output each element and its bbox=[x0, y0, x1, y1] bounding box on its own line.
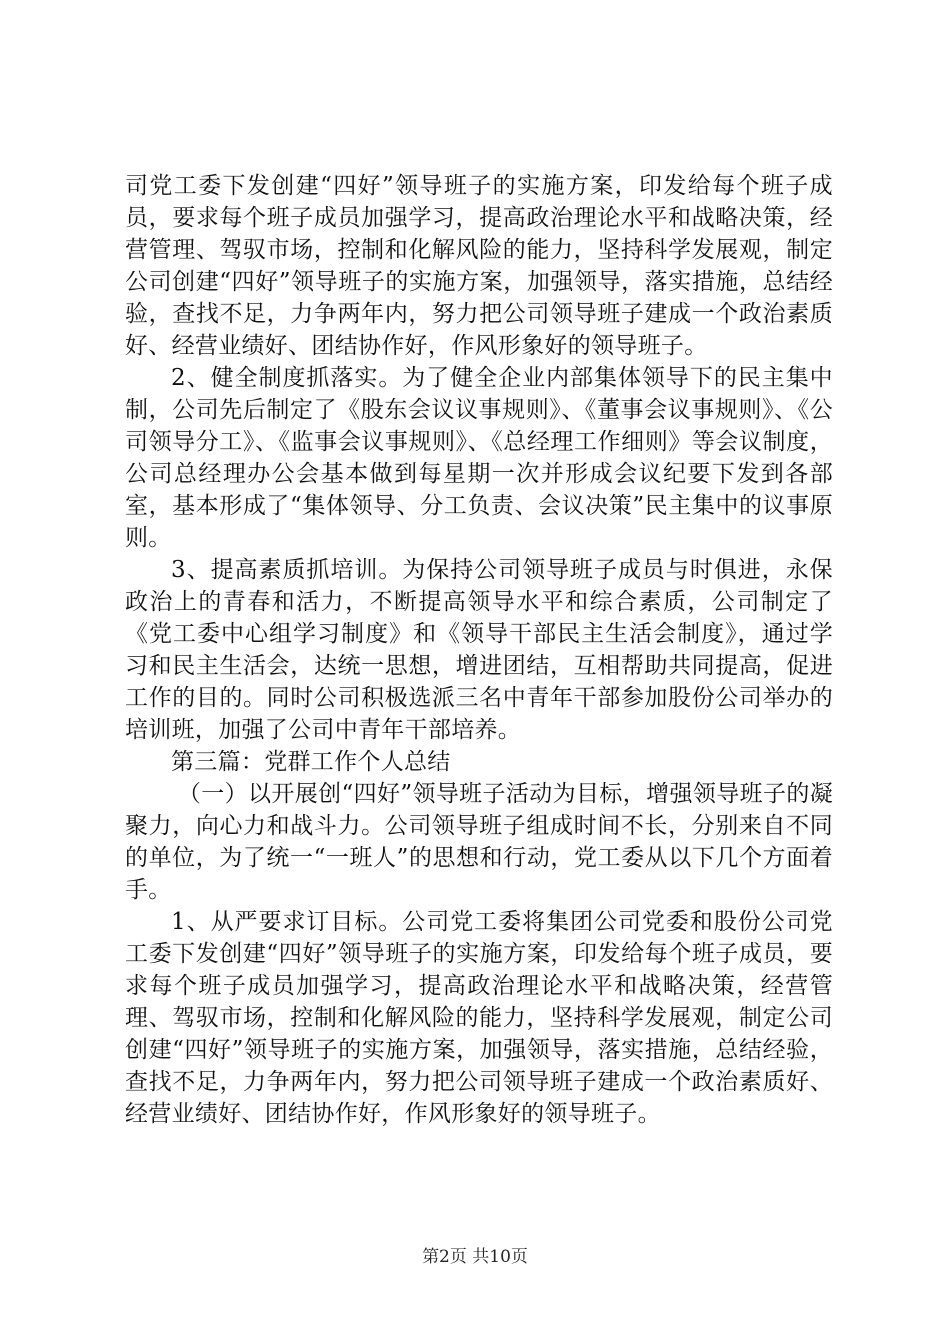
paragraph-continuation: 司党工委下发创建“四好”领导班子的实施方案，印发给每个班子成员，要求每个班子成员加强学习，提高政治理论水平和战略决策，经营管理、驾驭市场，控制和化解风险的能力，坚持科学发展观，制定公司创建“四好”领导班子的实施方案，加强领导，落实措施，总结经验，查找不足，力争两年内，努力把公司领导班子建成一个政治素质好、经营业绩好、团结协作好，作风形象好的领导班子。 bbox=[125, 173, 833, 359]
document-body bbox=[125, 170, 833, 1130]
paragraph-section-2: 2、健全制度抓落实。为了健全企业内部集体领导下的民主集中制，公司先后制定了《股东会议议事规则》、《董事会议事规则》、《公司领导分工》、《监事会议事规则》、《总经理工作细则》等会议制度，公司总经理办公会基本做到每星期一次并形成会议纪要下发到各部室，基本形成了“集体领导、分工负责、会议决策”民主集中的议事原则。 bbox=[125, 365, 833, 551]
page-number-footer: 第2页 共10页 bbox=[422, 1247, 528, 1267]
paragraph-section-3: 3、提高素质抓培训。为保持公司领导班子成员与时俱进，永保政治上的青春和活力，不断提高领导水平和综合素质，公司制定了《党工委中心组学习制度》和《领导干部民主生活会制度》，通过学习和民主生活会，达统一思想，增进团结，互相帮助共同提高，促进工作的目的。同时公司积极选派三名中青年干部参加股份公司举办的培训班，加强了公司中青年干部培养。 bbox=[125, 557, 833, 743]
paragraph-section-1: 1、从严要求订目标。公司党工委将集团公司党委和股份公司党工委下发创建“四好”领导班子的实施方案，印发给每个班子成员，要求每个班子成员加强学习，提高政治理论水平和战略决策，经营管理、驾驭市场，控制和化解风险的能力，坚持科学发展观，制定公司创建“四好”领导班子的实施方案，加强领导，落实措施，总结经验，查找不足，力争两年内，努力把公司领导班子建成一个政治素质好、经营业绩好、团结协作好，作风形象好的领导班子。 bbox=[125, 909, 833, 1127]
paragraph-part-1: （一）以开展创“四好”领导班子活动为目标，增强领导班子的凝聚力，向心力和战斗力。公司领导班子组成时间不长，分别来自不同的单位，为了统一“一班人”的思想和行动，党工委从以下几个方面着手。 bbox=[125, 781, 833, 903]
chapter-heading: 第三篇：党群工作个人总结 bbox=[171, 749, 451, 775]
